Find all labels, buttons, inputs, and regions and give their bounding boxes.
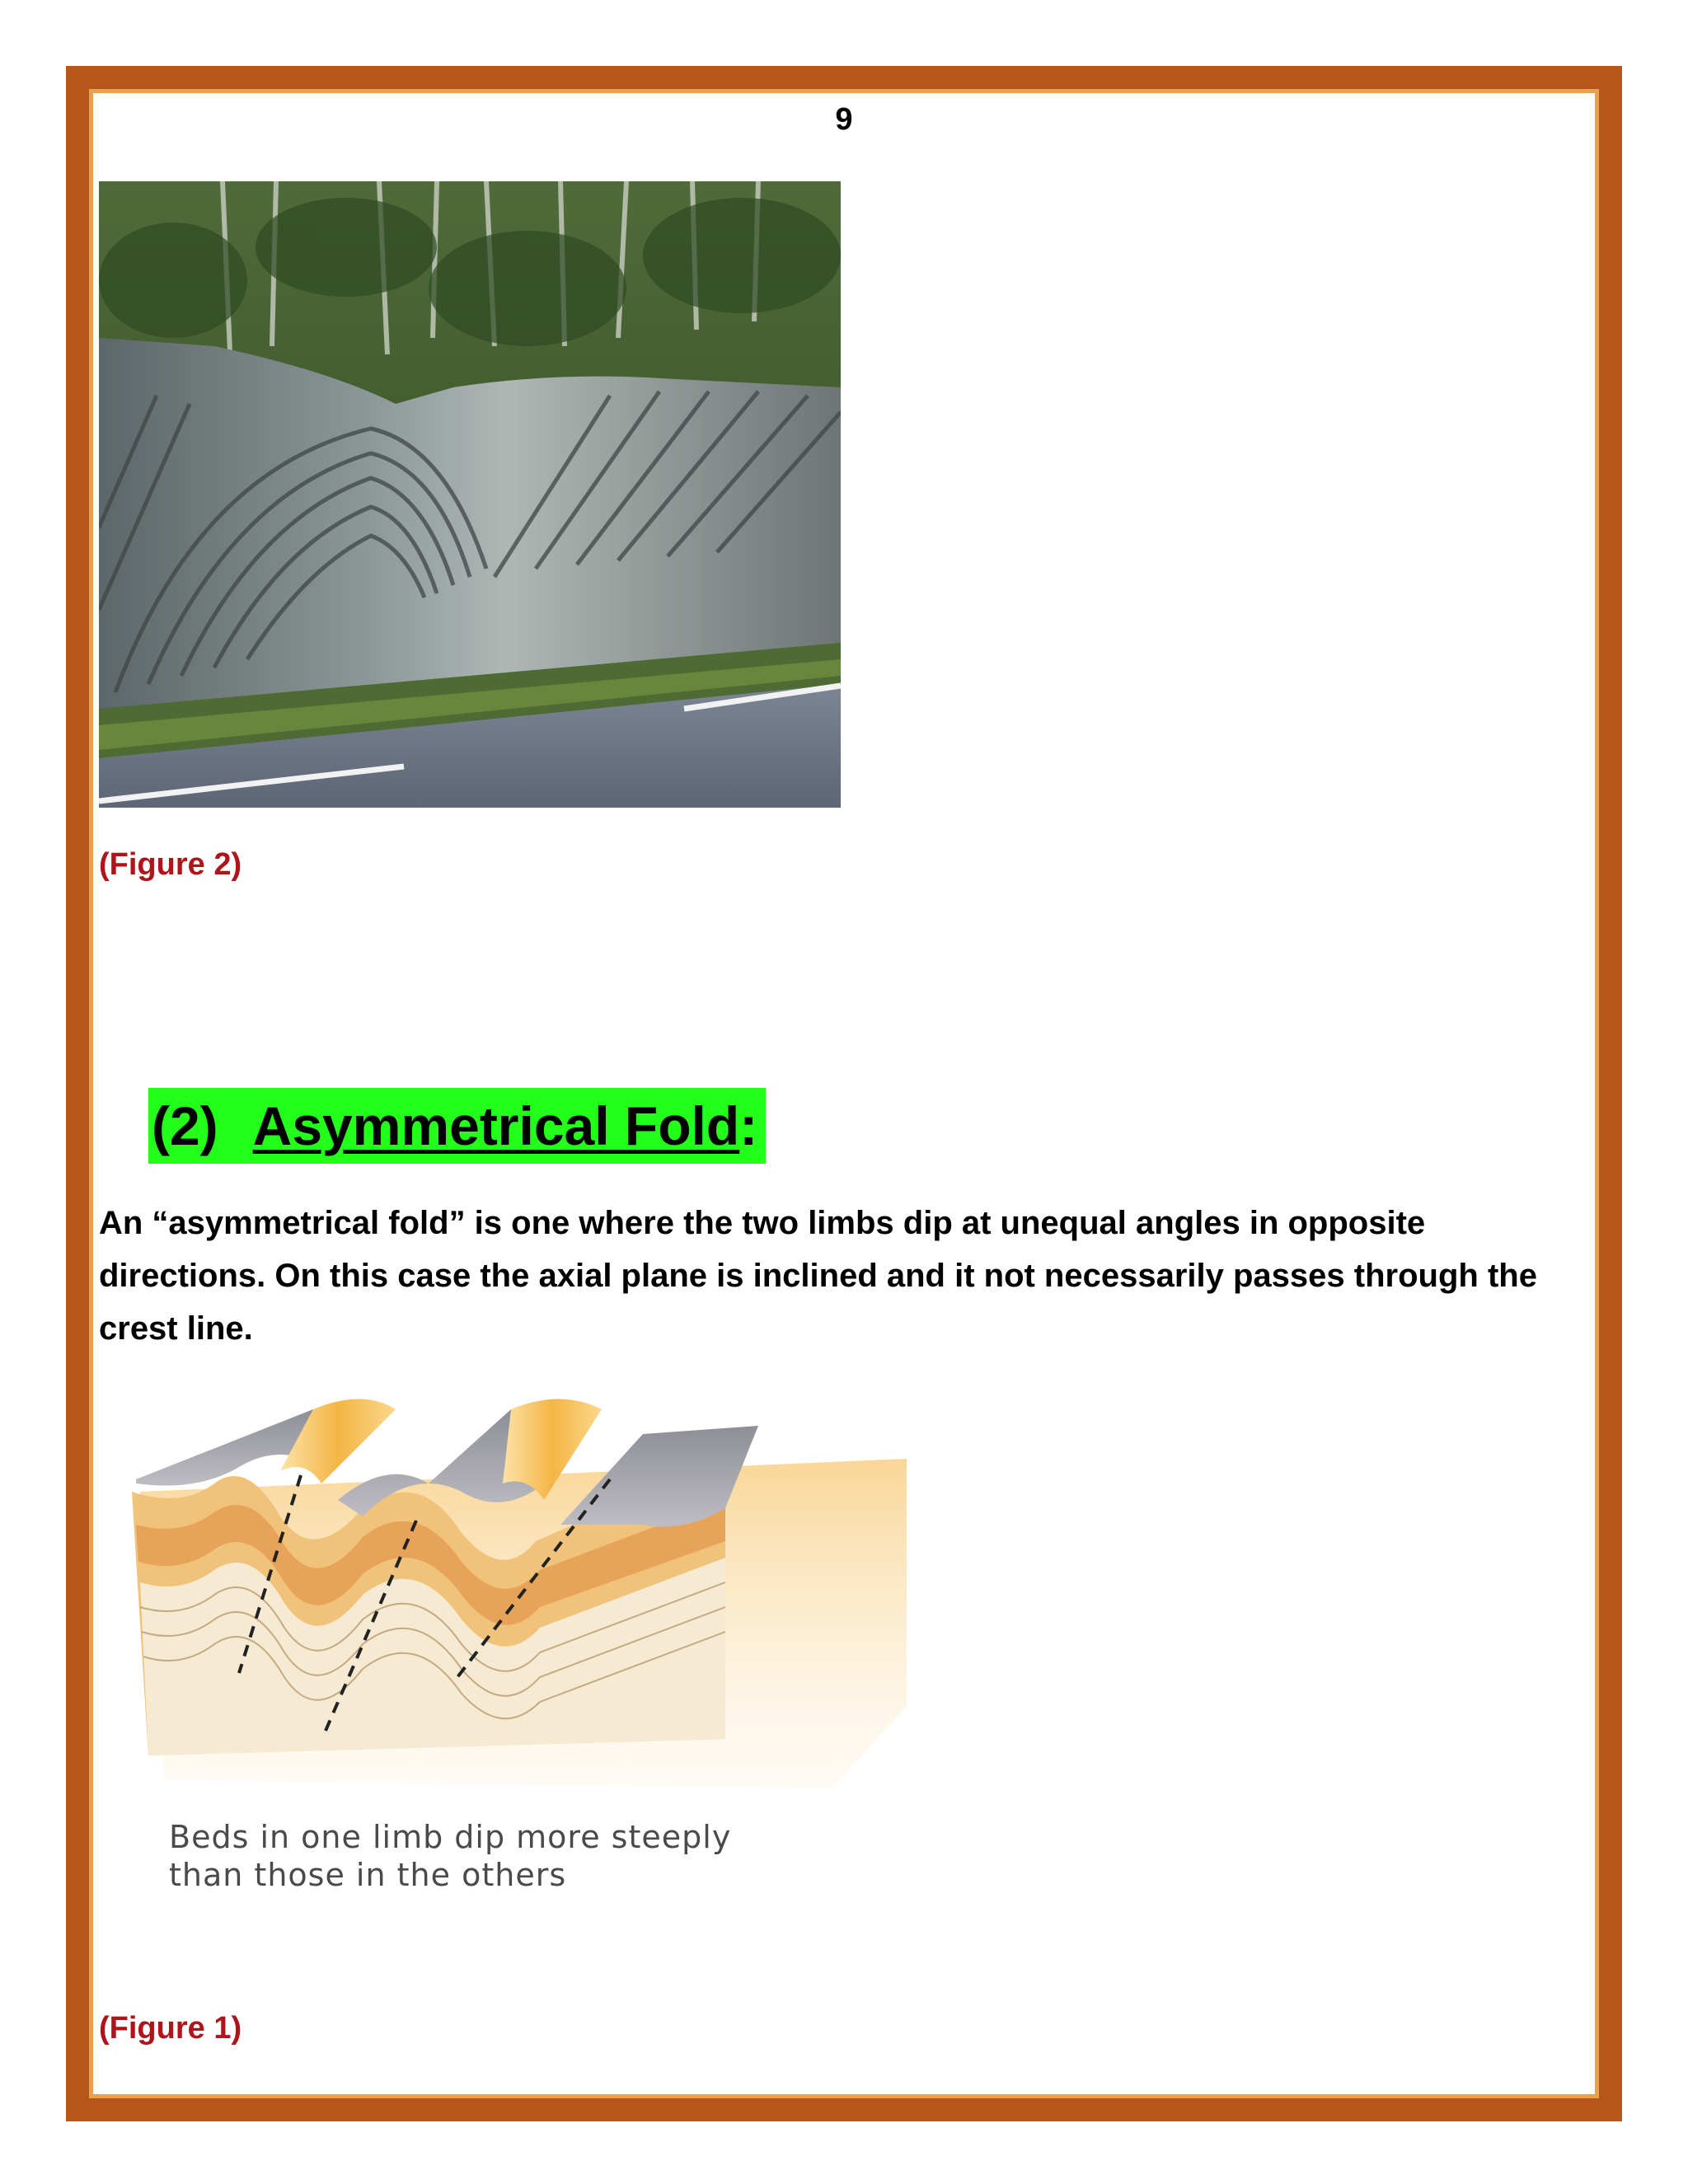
section-heading (148, 1088, 766, 1164)
section-body: An “asymmetrical fold” is one where the two limbs dip at unequal angles in opposite directions. On this case the axial plane is inclined and it not necessarily passes through the crest line. (99, 1205, 1537, 1347)
section-title-colon: : (739, 1095, 758, 1156)
figure-2-caption: (Figure 2) (99, 847, 242, 882)
fold-outcrop-photo (99, 181, 841, 808)
page-number: 9 (835, 102, 853, 137)
diagram-annotation: Beds in one limb dip more steeply than those in the others (169, 1819, 732, 1893)
section-title: Asymmetrical Fold (252, 1095, 740, 1156)
asymmetrical-fold-diagram (115, 1393, 907, 1813)
section-number: (2) (152, 1095, 218, 1156)
figure-1-caption: (Figure 1) (99, 2011, 242, 2046)
